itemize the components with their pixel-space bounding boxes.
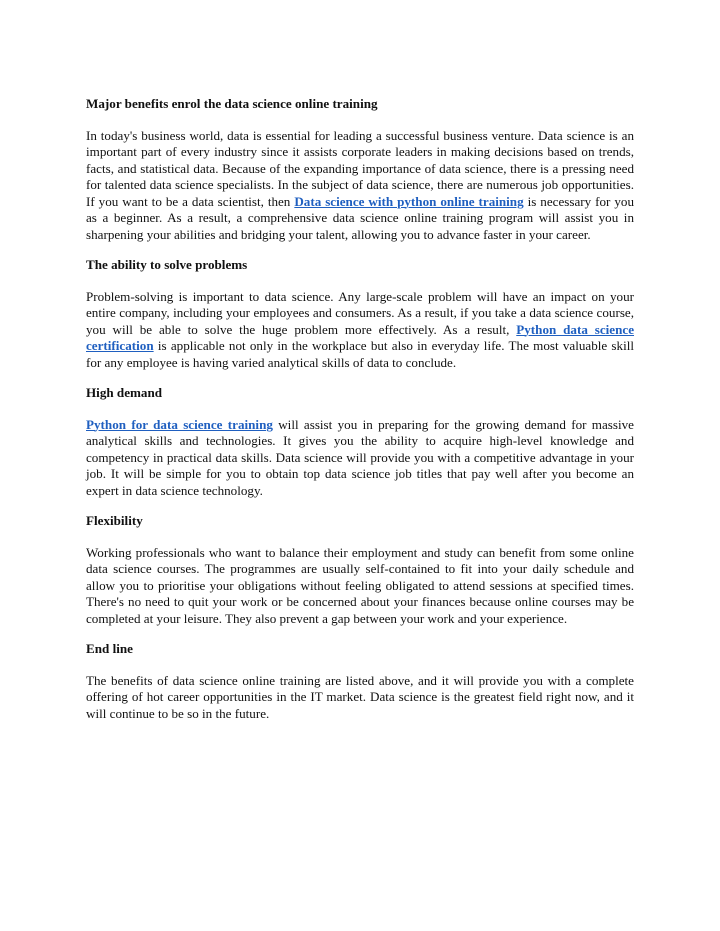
paragraph-text: is necessary for you as a beginner. As a result, a comprehensive data science online training program will assist you in sharpening your abilities and bridging your talent, allowing you to advance faster in your career.: [86, 193, 634, 242]
paragraph-intro: [86, 128, 634, 244]
heading-end-line: End line: [86, 641, 133, 656]
heading-major-benefits: Major benefits enrol the data science online training: [86, 96, 378, 111]
article-body: [86, 96, 634, 736]
paragraph-text: The benefits of data science online training are listed above, and it will provide you with a complete offering of hot career opportunities in the IT market. Data science is the greatest field right now, and it will continue to be so in the future.: [86, 672, 634, 721]
paragraph-flexibility: [86, 545, 634, 628]
paragraph-high-demand: [86, 417, 634, 500]
link-python-for-data-science-training[interactable]: Python for data science training: [86, 416, 273, 432]
heading-ability-to-solve-problems: The ability to solve problems: [86, 257, 248, 272]
paragraph-end-line: [86, 673, 634, 723]
link-python-data-science-certification[interactable]: Python data science certification: [86, 321, 635, 353]
heading-flexibility: Flexibility: [86, 513, 143, 528]
paragraph-text: Working professionals who want to balance their employment and study can benefit from some online data science courses. The programmes are usually self-contained to fit into your daily schedule and allow you to prioritise your obligations without feeling obligated to attend sessions at specified times. There's no need to quit your work or be concerned about your finances because online courses may be completed at your leisure. They also prevent a gap between your work and your experience.: [86, 544, 634, 626]
paragraph-text: is applicable not only in the workplace but also in everyday life. The most valuable skill for any employee is having varied analytical skills of data to conclude.: [86, 338, 634, 370]
link-data-science-with-python-online-training[interactable]: Data science with python online training: [294, 193, 524, 209]
paragraph-text: will assist you in preparing for the growing demand for massive analytical skills and technologies. It gives you the ability to acquire high-level knowledge and competency in practical data skills. Data science will provide you with a competitive advantage in your job. It will be simple for you to obtain top data science job titles that pay well after you become an expert in data science technology.: [86, 416, 634, 498]
heading-high-demand: High demand: [86, 385, 163, 400]
paragraph-problem-solving: [86, 289, 634, 372]
paragraph-text: Problem-solving is important to data science. Any large-scale problem will have an impact on your entire company, including your employees and consumers. As a result, if you take a data science course, you will be able to solve the huge problem more effectively. As a result,: [86, 288, 634, 337]
paragraph-text: In today's business world, data is essential for leading a successful business venture. Data science is an important part of every industry since it assists corporate leaders in making decisions based on trends, facts, and statistical data. Because of the expanding importance of data science, there is a pressing need for talented data science specialists. In the subject of data science, there are numerous job opportunities. If you want to be a data scientist, then: [86, 127, 634, 209]
